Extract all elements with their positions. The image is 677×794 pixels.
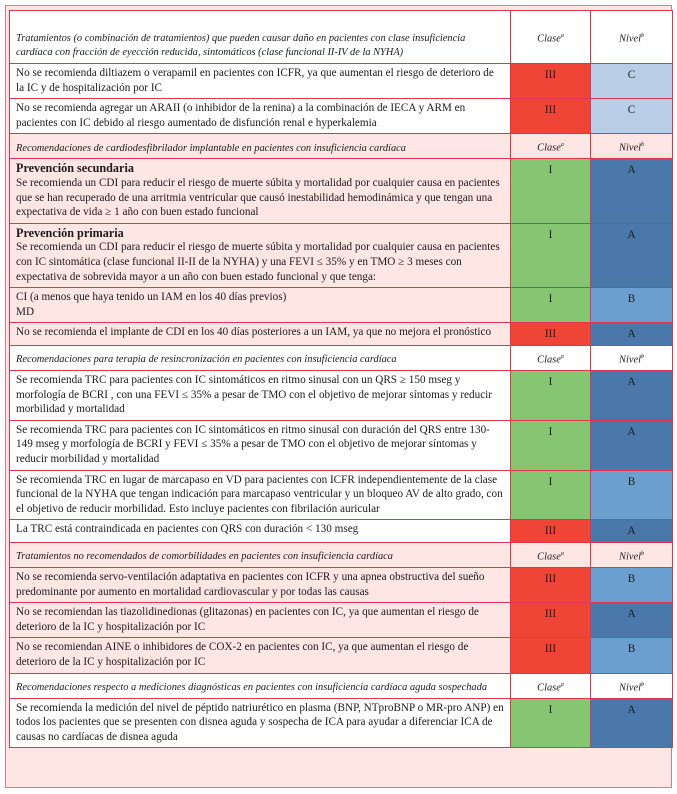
nivel-header [591, 542, 673, 567]
recommendation-text [10, 323, 511, 346]
section-title: Recomendaciones de cardiodesfibrilador implantable en pacientes con insuficiencia cardíaca [10, 134, 511, 159]
recommendation-text [10, 698, 511, 748]
nivel-footnote-mark: b [640, 142, 644, 149]
recommendation-subitem: MD [16, 305, 35, 318]
recommendations-table [9, 10, 673, 748]
clase-value: I [511, 371, 591, 421]
section-header-row [10, 673, 673, 698]
clase-header [511, 134, 591, 159]
section-title: Tratamientos no recomendados de comorbilidades en pacientes con insuficiencia cardíaca [10, 542, 511, 567]
nivel-header [591, 134, 673, 159]
recommendation-text [10, 568, 511, 603]
clase-label: Clase [537, 354, 561, 366]
recommendation-body: No se recomienda diltiazem o verapamil en pacientes con ICFR, ya que aumentan el riesgo de deterioro de la IC y de hospitalización por IC [16, 67, 494, 94]
nivel-label: Nivel [619, 33, 641, 45]
clase-label: Clase [537, 33, 561, 45]
recommendation-body: Se recomienda un CDI para reducir el riesgo de muerte súbita y mortalidad por cualquier causa en pacientes con IC sintomática (clase funcional II-II de la NYHA) y una FEVI ≤ 35% y en TMO ≥ 3 meses con expectativa de sobrevida mayor a un año con buen estado funcional y que tenga: [16, 241, 500, 283]
clase-value: III [511, 568, 591, 603]
recommendation-body: Se recomienda la medición del nivel de péptido natriurético en plasma (BNP, NTproBNP o MR-pro ANP) en todos los pacientes que se presenten con disnea aguda y sospecha de ICA para ayudar a diferenciar ICA de causas no cardíacas de disnea aguda [16, 701, 504, 743]
section-header-row [10, 134, 673, 159]
nivel-footnote-mark: b [640, 550, 644, 557]
nivel-header [591, 11, 673, 64]
recommendation-body: No se recomiendan las tiazolidinedionas (glitazonas) en pacientes con IC, ya que aumentan el riesgo de deterioro de la IC y hospitalización por IC [16, 606, 479, 633]
clase-footnote-mark: a [560, 353, 564, 360]
clase-header [511, 11, 591, 64]
recommendation-text [10, 603, 511, 638]
recommendation-text [10, 470, 511, 520]
clase-header [511, 673, 591, 698]
clase-value: I [511, 470, 591, 520]
table-row [10, 159, 673, 223]
recommendation-heading: Prevención secundaria [16, 161, 134, 176]
clase-value: III [511, 603, 591, 638]
nivel-value: A [591, 520, 673, 543]
section-header-row [10, 345, 673, 370]
section-title: Recomendaciones para terapia de resincronización en pacientes con insuficiencia cardíaca [10, 345, 511, 370]
recommendation-body: Se recomienda TRC para pacientes con IC sintomáticos en ritmo sinusal con un QRS ≥ 150 mseg y morfología de BCRI , con una FEVI ≤ 35% a pesar de TMO con el objetivo de mejorar síntomas y reducir morbilidad y mortalidad [16, 374, 493, 416]
table-row [10, 288, 673, 323]
nivel-value: A [591, 371, 673, 421]
recommendation-body: Se recomienda TRC en lugar de marcapaso en VD para pacientes con ICFR independientemente de la clase funcional de la NYHA que tengan indicación para marcapaso ventricular y un bloqueo AV de alto grado, con el objetivo de reducir morbilidad. Esto incluye pacientes con fibrilación auricular [16, 473, 503, 515]
clase-value: I [511, 698, 591, 748]
nivel-label: Nivel [619, 142, 641, 154]
clase-value: I [511, 420, 591, 470]
table-row [10, 64, 673, 99]
nivel-label: Nivel [619, 682, 641, 694]
table-row [10, 470, 673, 520]
clase-footnote-mark: a [560, 550, 564, 557]
recommendation-text [10, 99, 511, 134]
nivel-header [591, 673, 673, 698]
clase-label: Clase [537, 551, 561, 563]
nivel-value: A [591, 698, 673, 748]
table-row [10, 99, 673, 134]
table-row [10, 603, 673, 638]
nivel-value: A [591, 323, 673, 346]
clase-value: III [511, 64, 591, 99]
recommendation-text [10, 520, 511, 543]
clase-footnote-mark: a [560, 681, 564, 688]
recommendation-body: La TRC está contraindicada en pacientes con QRS con duración < 130 mseg [16, 523, 359, 536]
section-title: Recomendaciones respecto a mediciones diagnósticas en pacientes con insuficiencia cardíaca aguda sospechada [10, 673, 511, 698]
clase-value: I [511, 288, 591, 323]
clase-value: III [511, 520, 591, 543]
recommendation-text [10, 371, 511, 421]
nivel-value: B [591, 568, 673, 603]
clase-label: Clase [537, 142, 561, 154]
table-row [10, 223, 673, 287]
recommendation-text [10, 288, 511, 323]
recommendation-body: No se recomienda servo-ventilación adaptativa en pacientes con ICFR y una apnea obstructiva del sueño predominante por aumento en mortalidad cardiovascular y por todas las causas [16, 571, 485, 598]
recommendation-heading: Prevención primaria [16, 225, 124, 240]
nivel-footnote-mark: b [640, 681, 644, 688]
recommendation-body: Se recomienda TRC para pacientes con IC sintomáticos en ritmo sinusal con duración del QRS entre 130-149 mseg y morfología de BCRI y FEVI ≤ 35% a pesar de TMO con el objetivo de mejorar síntomas y reducir morbilidad y mortalidad [16, 423, 490, 465]
table-row [10, 638, 673, 673]
nivel-value: C [591, 64, 673, 99]
nivel-value: A [591, 159, 673, 223]
recommendation-text [10, 159, 511, 223]
table-row [10, 568, 673, 603]
nivel-value: A [591, 223, 673, 287]
recommendation-body: No se recomiendan AINE o inhibidores de COX-2 en pacientes con IC, ya que aumentan el riesgo de deterioro de la IC y hospitalización por IC [16, 641, 469, 668]
recommendation-text [10, 420, 511, 470]
recommendation-text [10, 223, 511, 287]
clase-value: III [511, 638, 591, 673]
nivel-value: B [591, 288, 673, 323]
nivel-value: C [591, 99, 673, 134]
nivel-value: B [591, 470, 673, 520]
nivel-value: A [591, 420, 673, 470]
recommendation-body: CI (a menos que haya tenido un IAM en los 40 días previos) [16, 291, 287, 304]
recommendation-body: No se recomienda agregar un ARAII (o inhibidor de la renina) a la combinación de IECA y ARM en pacientes con IC debido al riesgo aumentado de disfunción renal e hyperkalemia [16, 102, 466, 129]
clase-footnote-mark: a [560, 142, 564, 149]
nivel-footnote-mark: b [640, 32, 644, 39]
nivel-label: Nivel [619, 354, 641, 366]
nivel-header [591, 345, 673, 370]
recommendation-body: No se recomienda el implante de CDI en los 40 días posteriores a un IAM, ya que no mejora el pronóstico [16, 326, 492, 339]
table-row [10, 698, 673, 748]
table-row [10, 420, 673, 470]
clase-header [511, 542, 591, 567]
table-row [10, 371, 673, 421]
recommendation-text [10, 638, 511, 673]
nivel-label: Nivel [619, 551, 641, 563]
recommendation-text [10, 64, 511, 99]
section-header-row [10, 542, 673, 567]
recommendation-body: Se recomienda un CDI para reducir el riesgo de muerte súbita y mortalidad por cualquier causa en pacientes que se han recuperado de una arritmia ventricular que causó inestabilidad hemodinámica y que tengan una expectativa de vida ≥ 1 año con buen estado funcional [16, 177, 500, 219]
section-header-row [10, 11, 673, 64]
clase-label: Clase [537, 682, 561, 694]
clase-header [511, 345, 591, 370]
clase-footnote-mark: a [560, 32, 564, 39]
table-row [10, 323, 673, 346]
clase-value: I [511, 159, 591, 223]
table-row [10, 520, 673, 543]
clase-value: I [511, 223, 591, 287]
nivel-footnote-mark: b [640, 353, 644, 360]
section-title: Tratamientos (o combinación de tratamientos) que pueden causar daño en pacientes con clase insuficiencia cardíaca con fracción de eyección reducida, sintomáticos (clase funcional II-IV de la NYHA) [10, 11, 511, 64]
nivel-value: A [591, 603, 673, 638]
nivel-value: B [591, 638, 673, 673]
clase-value: III [511, 323, 591, 346]
clase-value: III [511, 99, 591, 134]
